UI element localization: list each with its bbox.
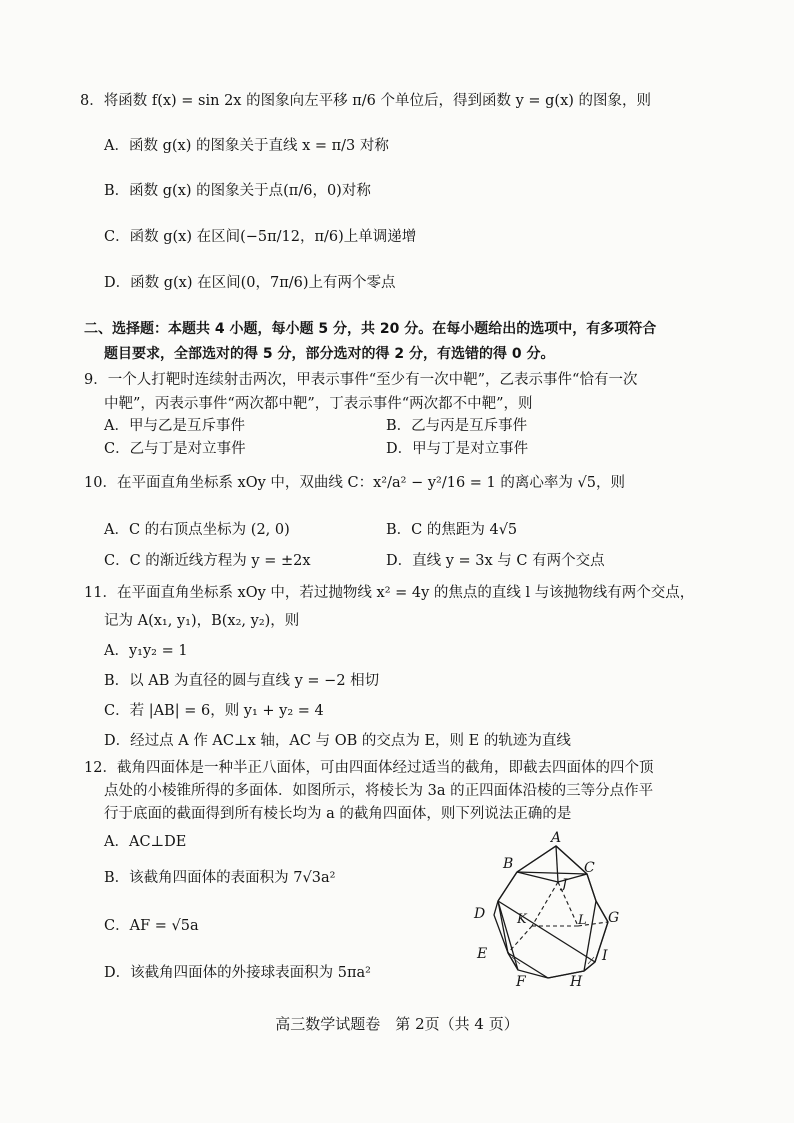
vertex-label-k: K (517, 912, 527, 927)
q9-option-b: B．乙与丙是互斥事件 (386, 418, 528, 434)
q8-option-b: B．函数 g(x) 的图象关于点(π/6，0)对称 (104, 183, 371, 199)
vertex-label-d: D (474, 906, 486, 922)
q9-stem-line1: 9．一个人打靶时连续射击两次，甲表示事件“至少有一次中靶”，乙表示事件“恰有一次 (84, 372, 638, 388)
vertex-label-g: G (608, 910, 620, 926)
section2-header-line2: 题目要求，全部选对的得 5 分，部分选对的得 2 分，有选错的得 0 分。 (104, 346, 555, 362)
q11-stem-line2: 记为 A(x₁, y₁)，B(x₂, y₂)，则 (104, 613, 300, 629)
q11-stem-line1: 11．在平面直角坐标系 xOy 中，若过抛物线 x² = 4y 的焦点的直线 l 与该抛物线有两个交点， (84, 585, 695, 601)
q11-option-a: A．y₁y₂ = 1 (104, 643, 188, 659)
vertex-label-c: C (584, 860, 595, 876)
vertex-label-l: L (578, 913, 587, 928)
q12-option-b: B．该截角四面体的表面积为 7√3a² (104, 870, 336, 886)
q9-option-d: D．甲与丁是对立事件 (386, 441, 529, 457)
q10-option-a: A．C 的右顶点坐标为 (2, 0) (104, 522, 290, 538)
q12-stem-line3: 行于底面的截面得到所有棱长均为 a 的截角四面体，则下列说法正确的是 (104, 806, 572, 822)
q9-stem-line2: 中靶”，丙表示事件“两次都中靶”，丁表示事件“两次都不中靶”，则 (104, 396, 533, 412)
vertex-label-h: H (570, 974, 583, 990)
q10-option-c: C．C 的渐近线方程为 y = ±2x (104, 553, 311, 569)
q12-option-d: D．该截角四面体的外接球表面积为 5πa² (104, 965, 371, 981)
q11-option-d: D．经过点 A 作 AC⊥x 轴，AC 与 OB 的交点为 E，则 E 的轨迹为直线 (104, 733, 571, 749)
vertex-label-i: I (602, 948, 608, 964)
q8-option-a: A．函数 g(x) 的图象关于直线 x = π/3 对称 (104, 138, 389, 154)
page-footer: 高三数学试题卷 第 2页（共 4 页） (275, 1015, 519, 1033)
truncated-tetrahedron-figure (460, 826, 630, 994)
q11-option-b: B．以 AB 为直径的圆与直线 y = −2 相切 (104, 673, 380, 689)
q9-option-c: C．乙与丁是对立事件 (104, 441, 246, 457)
q10-stem: 10．在平面直角坐标系 xOy 中，双曲线 C：x²/a² − y²/16 = 1 的离心率为 √5，则 (84, 475, 625, 491)
q10-option-d: D．直线 y = 3x 与 C 有两个交点 (386, 553, 605, 569)
q11-option-c: C．若 |AB| = 6，则 y₁ + y₂ = 4 (104, 703, 324, 719)
q10-option-b: B．C 的焦距为 4√5 (386, 522, 518, 538)
q8-option-d: D．函数 g(x) 在区间(0，7π/6)上有两个零点 (104, 275, 396, 291)
q8-stem: 8．将函数 f(x) = sin 2x 的图象向左平移 π/6 个单位后，得到函数 y = g(x) 的图象，则 (80, 93, 652, 109)
vertex-label-e: E (477, 946, 488, 962)
section2-header-line1: 二、选择题：本题共 4 小题，每小题 5 分，共 20 分。在每小题给出的选项中，有多项符合 (84, 321, 657, 337)
q9-option-a: A．甲与乙是互斥事件 (104, 418, 245, 434)
q8-option-c: C．函数 g(x) 在区间(−5π/12，π/6)上单调递增 (104, 229, 417, 245)
vertex-label-j: J (562, 877, 568, 892)
vertex-label-b: B (503, 856, 514, 872)
vertex-label-a: A (551, 830, 562, 846)
q12-option-c: C．AF = √5a (104, 918, 199, 934)
q12-stem-line1: 12．截角四面体是一种半正八面体，可由四面体经过适当的截角，即截去四面体的四个顶 (84, 760, 654, 776)
vertex-label-f: F (516, 974, 526, 990)
q12-stem-line2: 点处的小棱锥所得的多面体．如图所示，将棱长为 3a 的正四面体沿棱的三等分点作平 (104, 783, 654, 799)
q12-option-a: A．AC⊥DE (104, 834, 187, 850)
